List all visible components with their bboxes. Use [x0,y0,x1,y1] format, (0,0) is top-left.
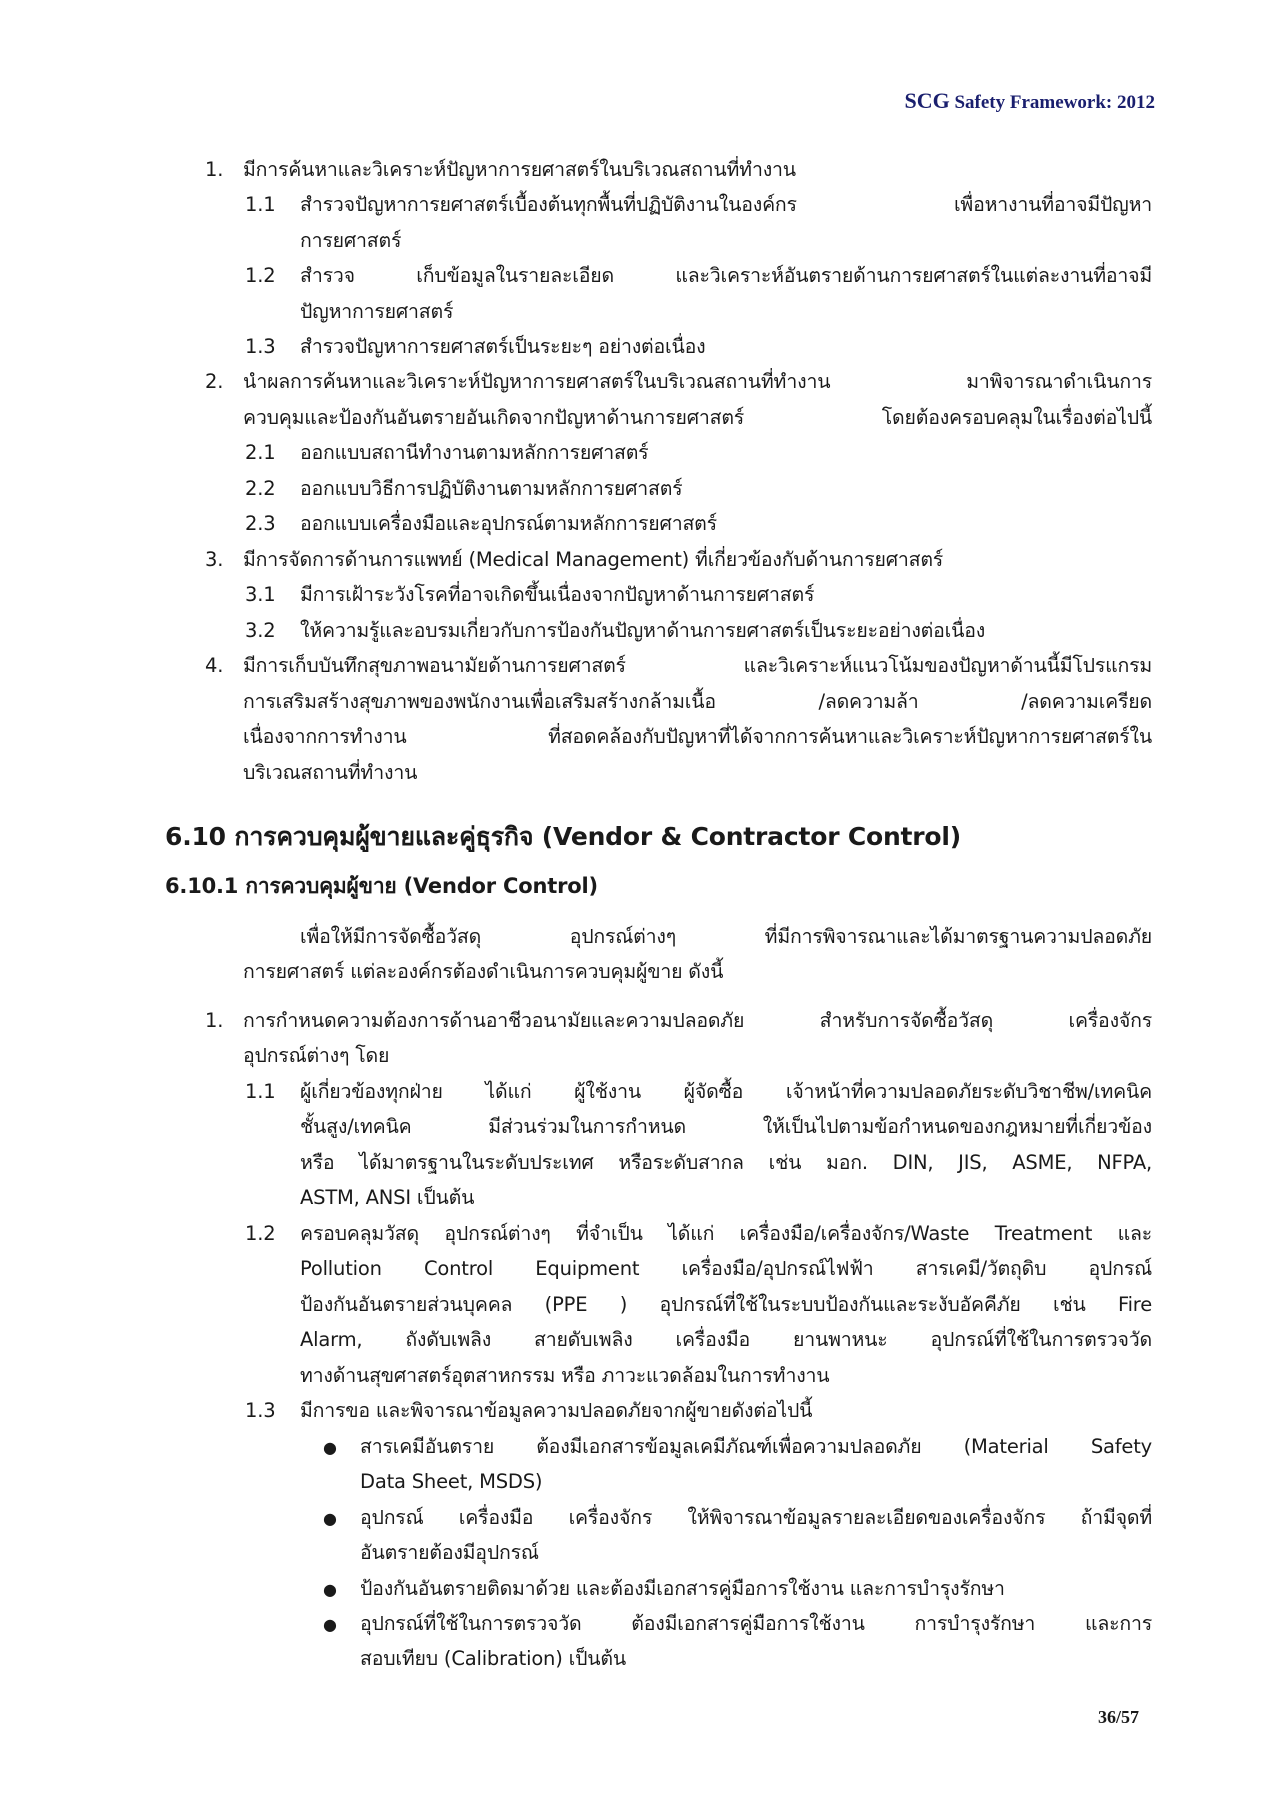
sub-item-text: ครอบคลุมวัสดุ อุปกรณ์ต่างๆ ที่จำเป็น ได้แก่ เครื่องมือ/เครื่องจักร/Waste Treatment และ [300,1222,1152,1245]
brand-name: SCG [904,88,950,113]
bullet-text: อุปกรณ์ที่ใช้ในการตรวจวัด ต้องมีเอกสารคู่มือการใช้งาน การบำรุงรักษา และการ [360,1612,1152,1635]
list-item-text: เนื่องจากการทำงาน ที่สอดคล้องกับปัญหาที่ได้จากการค้นหาและวิเคราะห์ปัญหาการยศาสตร์ใน [243,725,1152,748]
sub-number: 3.1 [245,583,276,606]
subsection-heading: 6.10.1 การควบคุมผู้ขาย (Vendor Control) [165,874,598,898]
sub-item-text: การยศาสตร์ [300,229,402,252]
list-number: 4. [205,654,224,677]
list-item-text: นำผลการค้นหาและวิเคราะห์ปัญหาการยศาสตร์ในบริเวณสถานที่ทำงาน มาพิจารณาดำเนินการ [243,370,1152,393]
sub-item-text: ผู้เกี่ยวข้องทุกฝ่าย ได้แก่ ผู้ใช้งาน ผู้จัดซื้อ เจ้าหน้าที่ความปลอดภัยระดับวิชาชีพ/เทคนิค [300,1080,1152,1103]
sub-number: 2.3 [245,512,276,535]
list-item-text: มีการเก็บบันทึกสุขภาพอนามัยด้านการยศาสตร์ และวิเคราะห์แนวโน้มของปัญหาด้านนี้มีโปรแกรม [243,654,1152,677]
sub-item-text: สำรวจปัญหาการยศาสตร์เป็นระยะๆ อย่างต่อเนื่อง [300,335,706,358]
sub-item-text: มีการขอ และพิจารณาข้อมูลความปลอดภัยจากผู้ขายดังต่อไปนี้ [300,1399,813,1422]
bullet-text: อันตรายต้องมีอุปกรณ์ [360,1541,539,1564]
sub-number: 1.1 [245,193,276,216]
sub-number: 1.3 [245,1399,276,1422]
sub-item-text: ASTM, ANSI เป็นต้น [300,1186,475,1209]
section-heading: 6.10 การควบคุมผู้ขายและคู่ธุรกิจ (Vendor & Contractor Control) [165,822,961,851]
sub-item-text: มีการเฝ้าระวังโรคที่อาจเกิดขึ้นเนื่องจากปัญหาด้านการยศาสตร์ [300,583,815,606]
sub-item-text: Alarm, ถังดับเพลิง สายดับเพลิง เครื่องมือ ยานพาหนะ อุปกรณ์ที่ใช้ในการตรวจวัด [300,1328,1152,1351]
list-number: 2. [205,370,224,393]
sub-number: 1.1 [245,1080,276,1103]
sub-item-text: ปัญหาการยศาสตร์ [300,300,454,323]
bullet-text: อุปกรณ์ เครื่องมือ เครื่องจักร ให้พิจารณาข้อมูลรายละเอียดของเครื่องจักร ถ้ามีจุดที่ [360,1506,1152,1529]
sub-item-text: ทางด้านสุขศาสตร์อุตสาหกรรม หรือ ภาวะแวดล้อมในการทำงาน [300,1364,830,1387]
list-number: 3. [205,548,224,571]
bullet-text: สอบเทียบ (Calibration) เป็นต้น [360,1647,626,1670]
sub-number: 3.2 [245,619,276,642]
list-number: 1. [205,158,224,181]
list-item-text: มีการค้นหาและวิเคราะห์ปัญหาการยศาสตร์ในบริเวณสถานที่ทำงาน [243,158,796,181]
sub-item-text: สำรวจ เก็บข้อมูลในรายละเอียด และวิเคราะห์อันตรายด้านการยศาสตร์ในแต่ละงานที่อาจมี [300,264,1152,287]
sub-number: 1.3 [245,335,276,358]
list-number: 1. [205,1009,224,1032]
bullet-text: ป้องกันอันตรายติดมาด้วย และต้องมีเอกสารคู่มือการใช้งาน และการบำรุงรักษา [360,1577,1005,1600]
sub-item-text: ให้ความรู้และอบรมเกี่ยวกับการป้องกันปัญหาด้านการยศาสตร์เป็นระยะอย่างต่อเนื่อง [300,619,986,642]
sub-item-text: ป้องกันอันตรายส่วนบุคคล (PPE ) อุปกรณ์ที่ใช้ในระบบป้องกันและระงับอัคคีภัย เช่น Fire [300,1293,1152,1316]
intro-paragraph: การยศาสตร์ แต่ละองค์กรต้องดำเนินการควบคุมผู้ขาย ดังนี้ [243,960,724,983]
intro-paragraph: เพื่อให้มีการจัดซื้อวัสดุ อุปกรณ์ต่างๆ ที่มีการพิจารณาและได้มาตรฐานความปลอดภัย [300,925,1152,948]
list-item-text: มีการจัดการด้านการแพทย์ (Medical Management) ที่เกี่ยวข้องกับด้านการยศาสตร์ [243,548,944,571]
sub-item-text: ออกแบบสถานีทำงานตามหลักการยศาสตร์ [300,441,649,464]
sub-number: 1.2 [245,1222,276,1245]
page-number: 36/57 [1097,1707,1139,1727]
bullet-icon: ● [323,1580,337,1599]
sub-item-text: ออกแบบวิธีการปฏิบัติงานตามหลักการยศาสตร์ [300,477,683,500]
bullet-icon: ● [323,1509,337,1528]
sub-item-text: ชั้นสูง/เทคนิค มีส่วนร่วมในการกำหนด ให้เป็นไปตามข้อกำหนดของกฎหมายที่เกี่ยวข้อง [300,1115,1152,1138]
sub-number: 2.1 [245,441,276,464]
list-item-text: อุปกรณ์ต่างๆ โดย [243,1044,390,1067]
list-item-text: การเสริมสร้างสุขภาพของพนักงานเพื่อเสริมสร้างกล้ามเนื้อ /ลดความล้า /ลดความเครียด [243,690,1152,713]
header-title: Safety Framework: 2012 [954,92,1155,113]
list-item-text: การกำหนดความต้องการด้านอาชีวอนามัยและความปลอดภัย สำหรับการจัดซื้อวัสดุ เครื่องจักร [243,1009,1152,1032]
sub-item-text: ออกแบบเครื่องมือและอุปกรณ์ตามหลักการยศาสตร์ [300,512,717,535]
bullet-icon: ● [323,1615,337,1634]
bullet-icon: ● [323,1438,337,1457]
document-header [904,88,1155,114]
list-item-text: บริเวณสถานที่ทำงาน [243,761,418,784]
bullet-text: สารเคมีอันตราย ต้องมีเอกสารข้อมูลเคมีภัณฑ์เพื่อความปลอดภัย (Material Safety [360,1435,1152,1458]
sub-item-text: หรือ ได้มาตรฐานในระดับประเทศ หรือระดับสากล เช่น มอก. DIN, JIS, ASME, NFPA, [300,1151,1152,1174]
list-item-text: ควบคุมและป้องกันอันตรายอันเกิดจากปัญหาด้านการยศาสตร์ โดยต้องครอบคลุมในเรื่องต่อไปนี้ [243,406,1152,429]
bullet-text: Data Sheet, MSDS) [360,1470,543,1493]
sub-number: 1.2 [245,264,276,287]
sub-item-text: สำรวจปัญหาการยศาสตร์เบื้องต้นทุกพื้นที่ปฏิบัติงานในองค์กร เพื่อหางานที่อาจมีปัญหา [300,193,1152,216]
sub-item-text: Pollution Control Equipment เครื่องมือ/อุปกรณ์ไฟฟ้า สารเคมี/วัตถุดิบ อุปกรณ์ [300,1257,1152,1280]
sub-number: 2.2 [245,477,276,500]
